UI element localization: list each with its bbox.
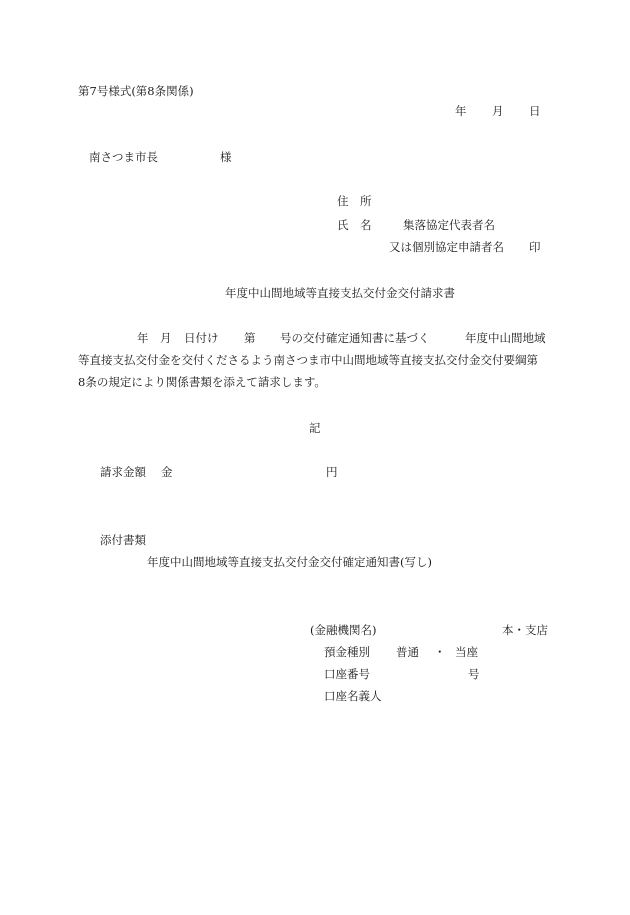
account-holder-label: 口座名義人 (324, 689, 382, 703)
address-label: 住 所 (337, 194, 372, 208)
date-month: 月 (492, 104, 504, 118)
document-title: 年度中山間地域等直接支払交付金交付請求書 (225, 286, 455, 300)
amount-unit: 円 (326, 465, 338, 479)
amount-label: 請求金額 (100, 465, 146, 479)
date-day: 日 (529, 104, 541, 118)
body-fiscal: 年度中山間地域 (465, 331, 546, 345)
form-number: 第7号様式(第8条関係) (78, 84, 194, 98)
addressee-honorific: 様 (220, 150, 232, 164)
body-year: 年 (137, 331, 149, 345)
name-label: 氏 名 (337, 218, 372, 232)
account-type-current: 当座 (455, 645, 478, 659)
body-line-3: 8条の規定により関係書類を添えて請求します。 (78, 375, 326, 389)
body-no-suffix: 号の交付確定通知書に基づく (280, 331, 430, 345)
account-number-suffix: 号 (468, 667, 480, 681)
representative-name-label: 集落協定代表者名 (403, 218, 495, 232)
attachments-label: 添付書類 (100, 533, 146, 547)
bank-branch-label: 本・支店 (502, 623, 548, 637)
attachments-item: 年度中山間地域等直接支払交付金交付確定通知書(写し) (147, 555, 432, 569)
account-number-label: 口座番号 (324, 667, 370, 681)
body-line-2: 等直接支払交付金を交付くださるよう南さつま市中山間地域等直接支払交付金交付要綱第 (78, 353, 538, 367)
seal-mark: 印 (529, 240, 541, 254)
amount-prefix: 金 (161, 465, 173, 479)
account-type-label: 預金種別 (324, 645, 370, 659)
bank-institution-label: (金融機関名) (310, 623, 377, 637)
body-day: 日付け (184, 331, 219, 345)
body-month: 月 (160, 331, 172, 345)
account-type-separator: ・ (434, 645, 446, 659)
body-no-prefix: 第 (244, 331, 256, 345)
date-year: 年 (455, 104, 467, 118)
ki-heading: 記 (309, 421, 321, 435)
addressee-name: 南さつま市長 (89, 150, 158, 164)
account-type-ordinary: 普通 (396, 645, 419, 659)
individual-applicant-label: 又は個別協定申請者名 (389, 240, 504, 254)
